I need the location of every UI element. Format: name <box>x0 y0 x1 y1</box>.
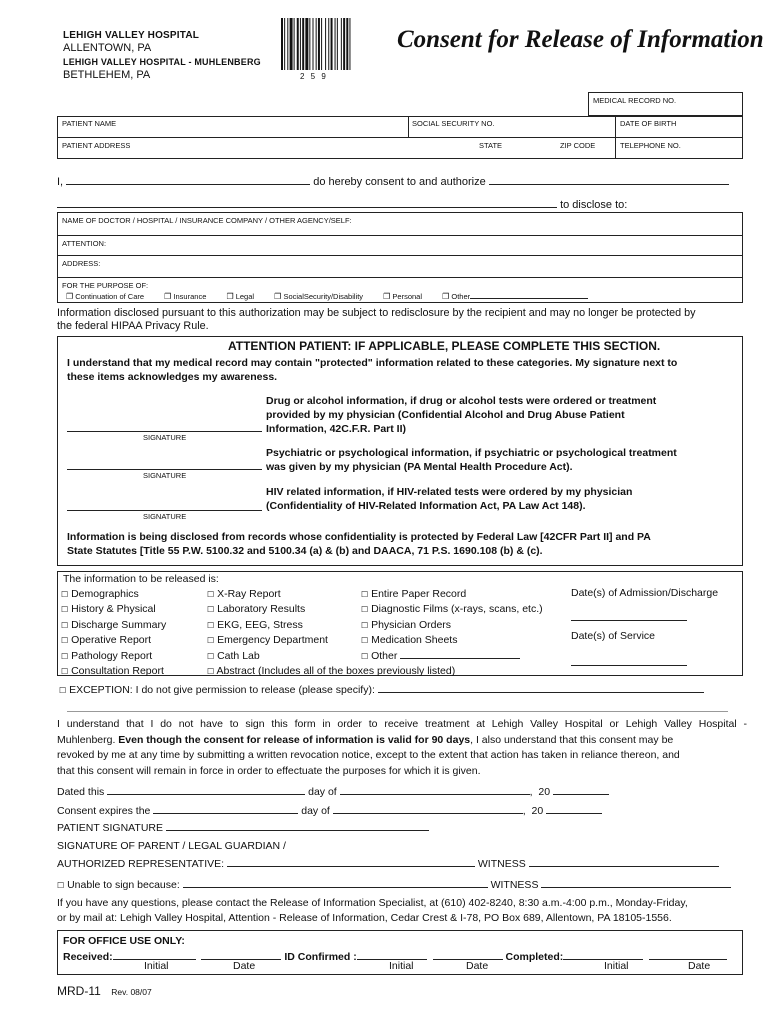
hipaa-notice-2: the federal HIPAA Privacy Rule. <box>57 320 209 332</box>
purpose-insurance[interactable]: ❐ Insurance <box>164 292 207 301</box>
exception-field[interactable] <box>378 683 704 693</box>
release-abstract[interactable]: ☐ Abstract (Includes all of the boxes previously listed) <box>207 665 456 678</box>
guardian-line: AUTHORIZED REPRESENTATIVE: WITNESS <box>57 856 719 870</box>
consent-prefix: I, <box>57 176 64 188</box>
attention-intro-2: these items acknowledges my awareness. <box>67 371 278 383</box>
hospital-city-2: BETHLEHEM, PA <box>63 69 151 81</box>
received-date-field[interactable] <box>201 949 281 960</box>
received-date-label: Date <box>233 960 256 972</box>
unable-reason-field[interactable] <box>183 877 488 888</box>
release-ekg[interactable]: ☐ EKG, EEG, Stress <box>207 618 303 631</box>
medical-record-label: MEDICAL RECORD NO. <box>593 96 677 105</box>
guardian-signature-field[interactable] <box>227 856 475 867</box>
form-footer <box>57 982 152 1000</box>
release-xray[interactable]: ☐ X-Ray Report <box>207 588 281 600</box>
purpose-social-security[interactable]: ❐ SocialSecurity/Disability <box>274 292 364 301</box>
purpose-options <box>66 291 588 301</box>
exception-line <box>59 683 704 696</box>
completed-initial-label: Initial <box>604 960 629 972</box>
signature-line-hiv[interactable] <box>67 510 262 511</box>
hipaa-notice-1: Information disclosed pursuant to this authorization may be subject to redisclosure by the recipient and may no longer be protected by <box>57 307 696 319</box>
dated-month-field[interactable] <box>340 784 530 795</box>
release-pathology-report[interactable]: ☐ Pathology Report <box>61 649 153 662</box>
expires-day-field[interactable] <box>153 803 298 814</box>
guardian-witness-field[interactable] <box>529 856 719 867</box>
id-date-field[interactable] <box>433 949 503 960</box>
federal-law-1: Information is being disclosed from records whose confidentiality is protected by Federal Law [42CFR Part II] and PA <box>67 531 651 543</box>
consenter-name-field[interactable] <box>66 174 310 185</box>
patient-name-label: PATIENT NAME <box>62 119 117 128</box>
medical-record-field[interactable] <box>588 92 743 116</box>
contact-info: If you have any questions, please contact the Release of Information Specialist, at (610) 402-8240, 8:30 a.m.-4:00 p.m., Monday-Friday, or by mail at: Lehigh Valley Hospital, Attention - Release of Information, Cedar Crest & I-78, PO Box 689, Allentown, PA 18105-1556. <box>57 897 688 924</box>
release-col-3 <box>361 587 543 664</box>
ssn-label: SOCIAL SECURITY NO. <box>412 119 495 128</box>
patient-signature-field[interactable] <box>166 820 429 831</box>
office-line: Received: ID Confirmed : Completed: <box>63 949 727 963</box>
service-date-field[interactable] <box>571 665 687 666</box>
psychiatric-item: Psychiatric or psychological information, if psychiatric or psychological treatment was given by my physician (PA Mental Health Procedure Act). <box>266 447 677 473</box>
attention-label: ATTENTION: <box>62 239 107 248</box>
release-medication-sheets[interactable]: ☐ Medication Sheets <box>361 634 458 647</box>
form-title: Consent for Release of Information <box>397 26 764 53</box>
service-label: Date(s) of Service <box>571 630 656 642</box>
recipient-box <box>57 212 743 303</box>
release-cath-lab[interactable]: ☐ Cath Lab <box>207 649 260 662</box>
form-number: MRD-11 <box>57 984 101 998</box>
received-initial-field[interactable] <box>113 949 196 960</box>
attention-intro-1: I understand that my medical record may contain "protected" information related to these categories. My signature next to <box>67 357 678 369</box>
release-col-1 <box>61 587 166 679</box>
state-label: STATE <box>479 141 503 150</box>
hospital-name-2: LEHIGH VALLEY HOSPITAL - MUHLENBERG <box>63 57 261 67</box>
id-date-label: Date <box>466 960 489 972</box>
purpose-label: FOR THE PURPOSE OF: <box>62 281 149 290</box>
hospital-name-1: LEHIGH VALLEY HOSPITAL <box>63 30 200 41</box>
release-entire-record[interactable]: ☐ Entire Paper Record <box>361 588 467 600</box>
dated-year-field[interactable] <box>553 784 609 795</box>
unable-checkbox[interactable]: ☐ <box>57 881 65 890</box>
hospital-city-1: ALLENTOWN, PA <box>63 42 152 54</box>
release-emergency[interactable]: ☐ Emergency Department <box>207 634 328 647</box>
expires-month-field[interactable] <box>333 803 523 814</box>
office-heading: FOR OFFICE USE ONLY: <box>63 935 185 947</box>
consent-mid: do hereby consent to and authorize <box>313 176 486 188</box>
barcode <box>281 18 353 74</box>
consent-line-2 <box>57 197 627 211</box>
hiv-item: HIV related information, if HIV-related tests were ordered by my physician (Confidentiality of HIV-Related Information Act, PA Law Act 148). <box>266 486 633 512</box>
consent-line-1 <box>57 174 729 188</box>
unable-line: ☐ Unable to sign because: WITNESS <box>57 877 731 891</box>
admission-label: Date(s) of Admission/Discharge <box>571 587 719 599</box>
purpose-legal[interactable]: ❐ Legal <box>226 292 255 301</box>
purpose-continuation[interactable]: ❐ Continuation of Care <box>66 292 145 301</box>
signature-label-hiv: SIGNATURE <box>143 512 187 521</box>
release-history-physical[interactable]: ☐ History & Physical <box>61 603 156 616</box>
release-demographics[interactable]: ☐ Demographics <box>61 588 139 600</box>
authorized-party-field[interactable] <box>489 174 729 185</box>
attention-heading: ATTENTION PATIENT: IF APPLICABLE, PLEASE COMPLETE THIS SECTION. <box>228 339 661 353</box>
release-diagnostic-films[interactable]: ☐ Diagnostic Films (x-rays, scans, etc.) <box>361 603 543 616</box>
release-heading: The information to be released is: <box>63 573 219 585</box>
signature-line-psych[interactable] <box>67 469 262 470</box>
signature-label-psych: SIGNATURE <box>143 471 187 480</box>
patient-address-label: PATIENT ADDRESS <box>62 141 131 150</box>
recipient-name-label: NAME OF DOCTOR / HOSPITAL / INSURANCE COMPANY / OTHER AGENCY/SELF: <box>62 216 352 225</box>
unable-witness-field[interactable] <box>541 877 731 888</box>
signature-label-drug: SIGNATURE <box>143 433 187 442</box>
federal-law-2: State Statutes [Title 55 P.W. 5100.32 and 5100.34 (a) & (b) and DAACA, 71 P.S. 1690.108 (b) & (c). <box>67 545 543 557</box>
dated-day-field[interactable] <box>107 784 305 795</box>
signature-line-drug[interactable] <box>67 431 262 432</box>
admission-date-field[interactable] <box>571 620 687 621</box>
release-operative-report[interactable]: ☐ Operative Report <box>61 634 152 647</box>
release-lab-results[interactable]: ☐ Laboratory Results <box>207 603 306 616</box>
id-initial-field[interactable] <box>357 949 427 960</box>
exception-field-2[interactable] <box>67 711 728 712</box>
authorized-party-field-2[interactable] <box>57 197 557 208</box>
exception-checkbox[interactable]: ☐ <box>59 686 67 695</box>
address-label: ADDRESS: <box>62 259 101 268</box>
purpose-other[interactable]: ❐ Other <box>442 292 588 301</box>
completed-date-field[interactable] <box>649 949 727 960</box>
form-revision: Rev. 08/07 <box>111 987 152 997</box>
phone-label: TELEPHONE NO. <box>620 141 681 150</box>
completed-initial-field[interactable] <box>563 949 643 960</box>
completed-date-label: Date <box>688 960 711 972</box>
expires-line: Consent expires the day of , 20 <box>57 803 602 817</box>
exception-label: EXCEPTION: I do not give permission to release (please specify): <box>69 684 375 696</box>
received-initial-label: Initial <box>144 960 169 972</box>
zip-label: ZIP CODE <box>560 141 596 150</box>
expires-year-field[interactable] <box>546 803 602 814</box>
release-consultation-report[interactable]: ☐ Consultation Report <box>61 665 164 678</box>
dated-line: Dated this day of , 20 <box>57 784 609 798</box>
id-initial-label: Initial <box>389 960 414 972</box>
release-discharge-summary[interactable]: ☐ Discharge Summary <box>61 618 167 631</box>
understand-paragraph: I understand that I do not have to sign this form in order to receive treatment at Lehigh Valley Hospital or Lehigh Valley Hospital - Muhlenberg. Even though the consent for release of information is valid for 90 days, I also understand that this consent may be revoked by me at any time by submitting a written revocation notice, except to the extent that action has taken in reliance thereon, and that this consent will remain in force in order to effectuate the purposes for which it is given. <box>57 718 747 777</box>
barcode-digits: 2 5 9 <box>300 72 328 81</box>
patient-signature-line: PATIENT SIGNATURE <box>57 820 429 834</box>
purpose-personal[interactable]: ❐ Personal <box>383 292 423 301</box>
release-other[interactable]: ☐ Other <box>361 649 543 664</box>
drug-alcohol-item: Drug or alcohol information, if drug or alcohol tests were ordered or treatment provided by my physician (Confidential Alcohol and Drug Abuse Patient Information, 42C.F.R. Part II) <box>266 395 657 435</box>
release-physician-orders[interactable]: ☐ Physician Orders <box>361 618 452 631</box>
consent-suffix: to disclose to: <box>560 199 628 211</box>
dob-label: DATE OF BIRTH <box>620 119 677 128</box>
guardian-label-1: SIGNATURE OF PARENT / LEGAL GUARDIAN / <box>57 840 286 852</box>
